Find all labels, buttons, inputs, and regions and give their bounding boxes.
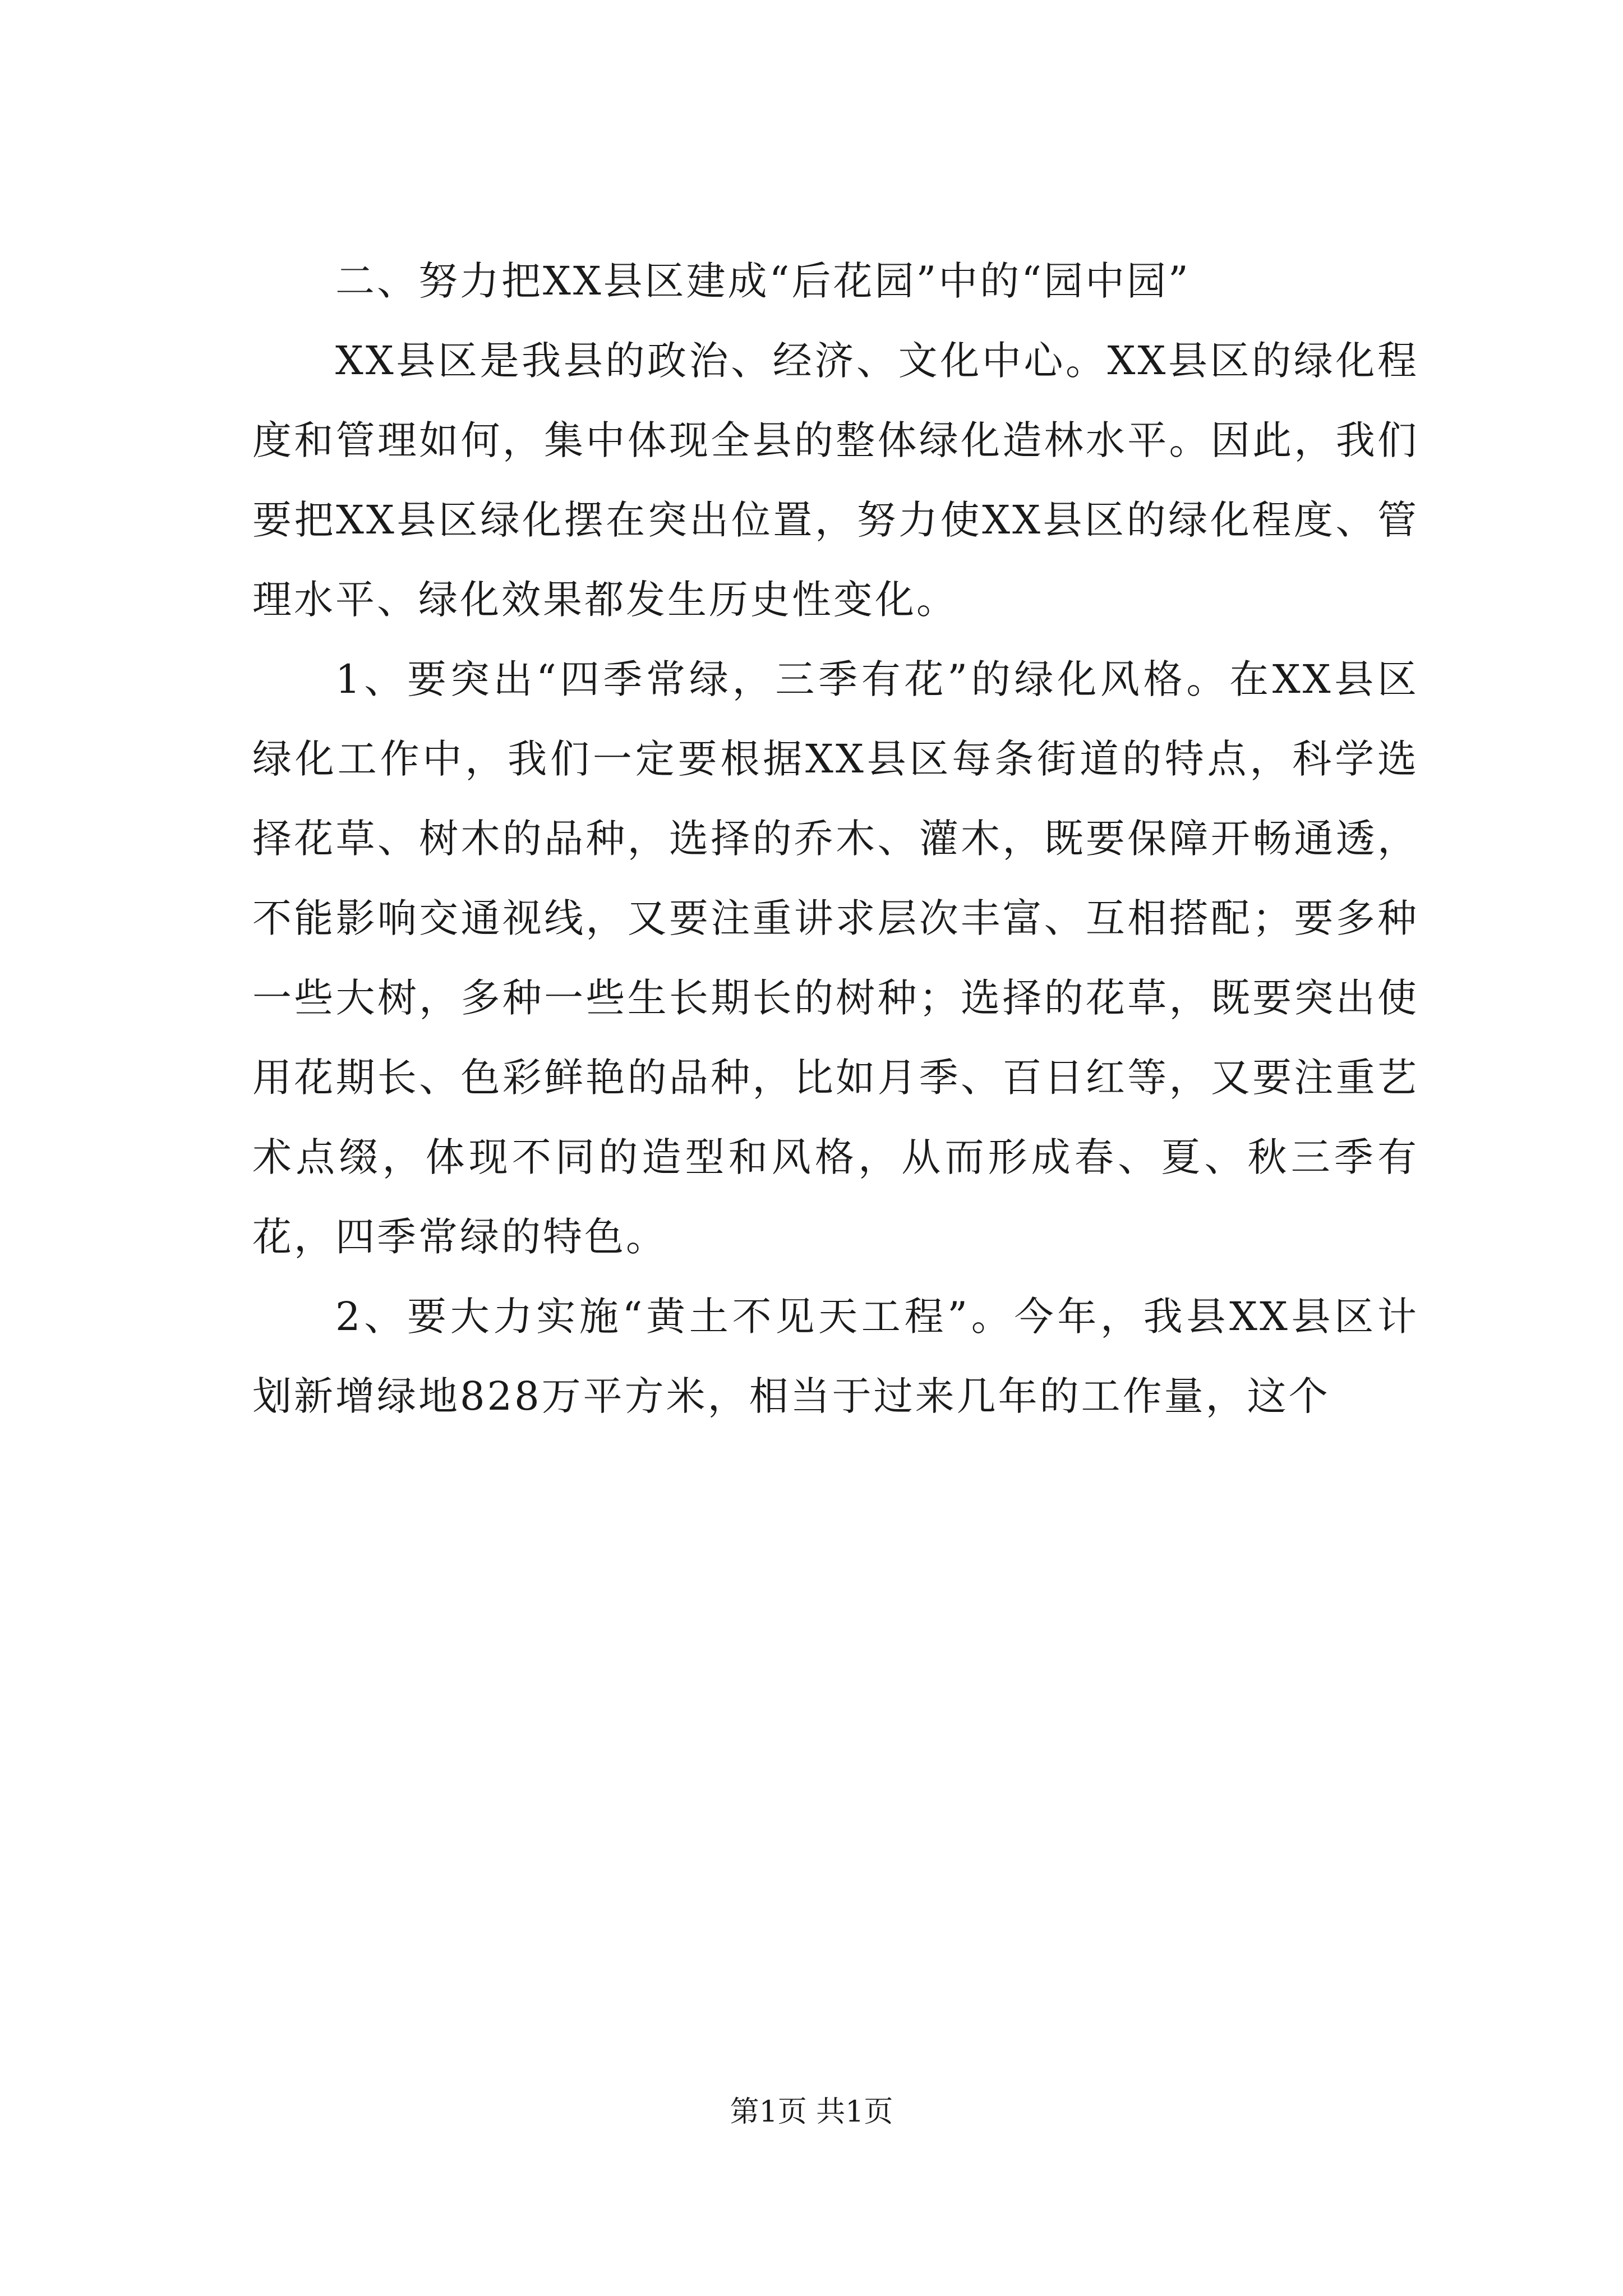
document-body — [252, 241, 1419, 1436]
paragraph: 1、要突出“四季常绿，三季有花”的绿化风格。在XX县区绿化工作中，我们一定要根据XX县区每条街道的特点，科学选择花草、树木的品种，选择的乔木、灌木，既要保障开畅通透，不能影响交通视线，又要注重讲求层次丰富、互相搭配；要多种一些大树，多种一些生长期长的树种；选择的花草，既要突出使用花期长、色彩鲜艳的品种，比如月季、百日红等，又要注重艺术点缀，体现不同的造型和风格，从而形成春、夏、秋三季有花，四季常绿的特色。 — [252, 656, 1419, 1260]
page-footer: 第1页 共1页 — [730, 2095, 893, 2129]
section-heading: 二、努力把XX县区建成“后花园”中的“园中园” — [335, 258, 1191, 304]
paragraph: 2、要大力实施“黄土不见天工程”。今年，我县XX县区计划新增绿地828万平方米，相当于过来几年的工作量，这个 — [252, 1294, 1419, 1419]
paragraph: XX县区是我县的政治、经济、文化中心。XX县区的绿化程度和管理如何，集中体现全县的整体绿化造林水平。因此，我们要把XX县区绿化摆在突出位置，努力使XX县区的绿化程度、管理水平、绿化效果都发生历史性变化。 — [252, 338, 1419, 623]
